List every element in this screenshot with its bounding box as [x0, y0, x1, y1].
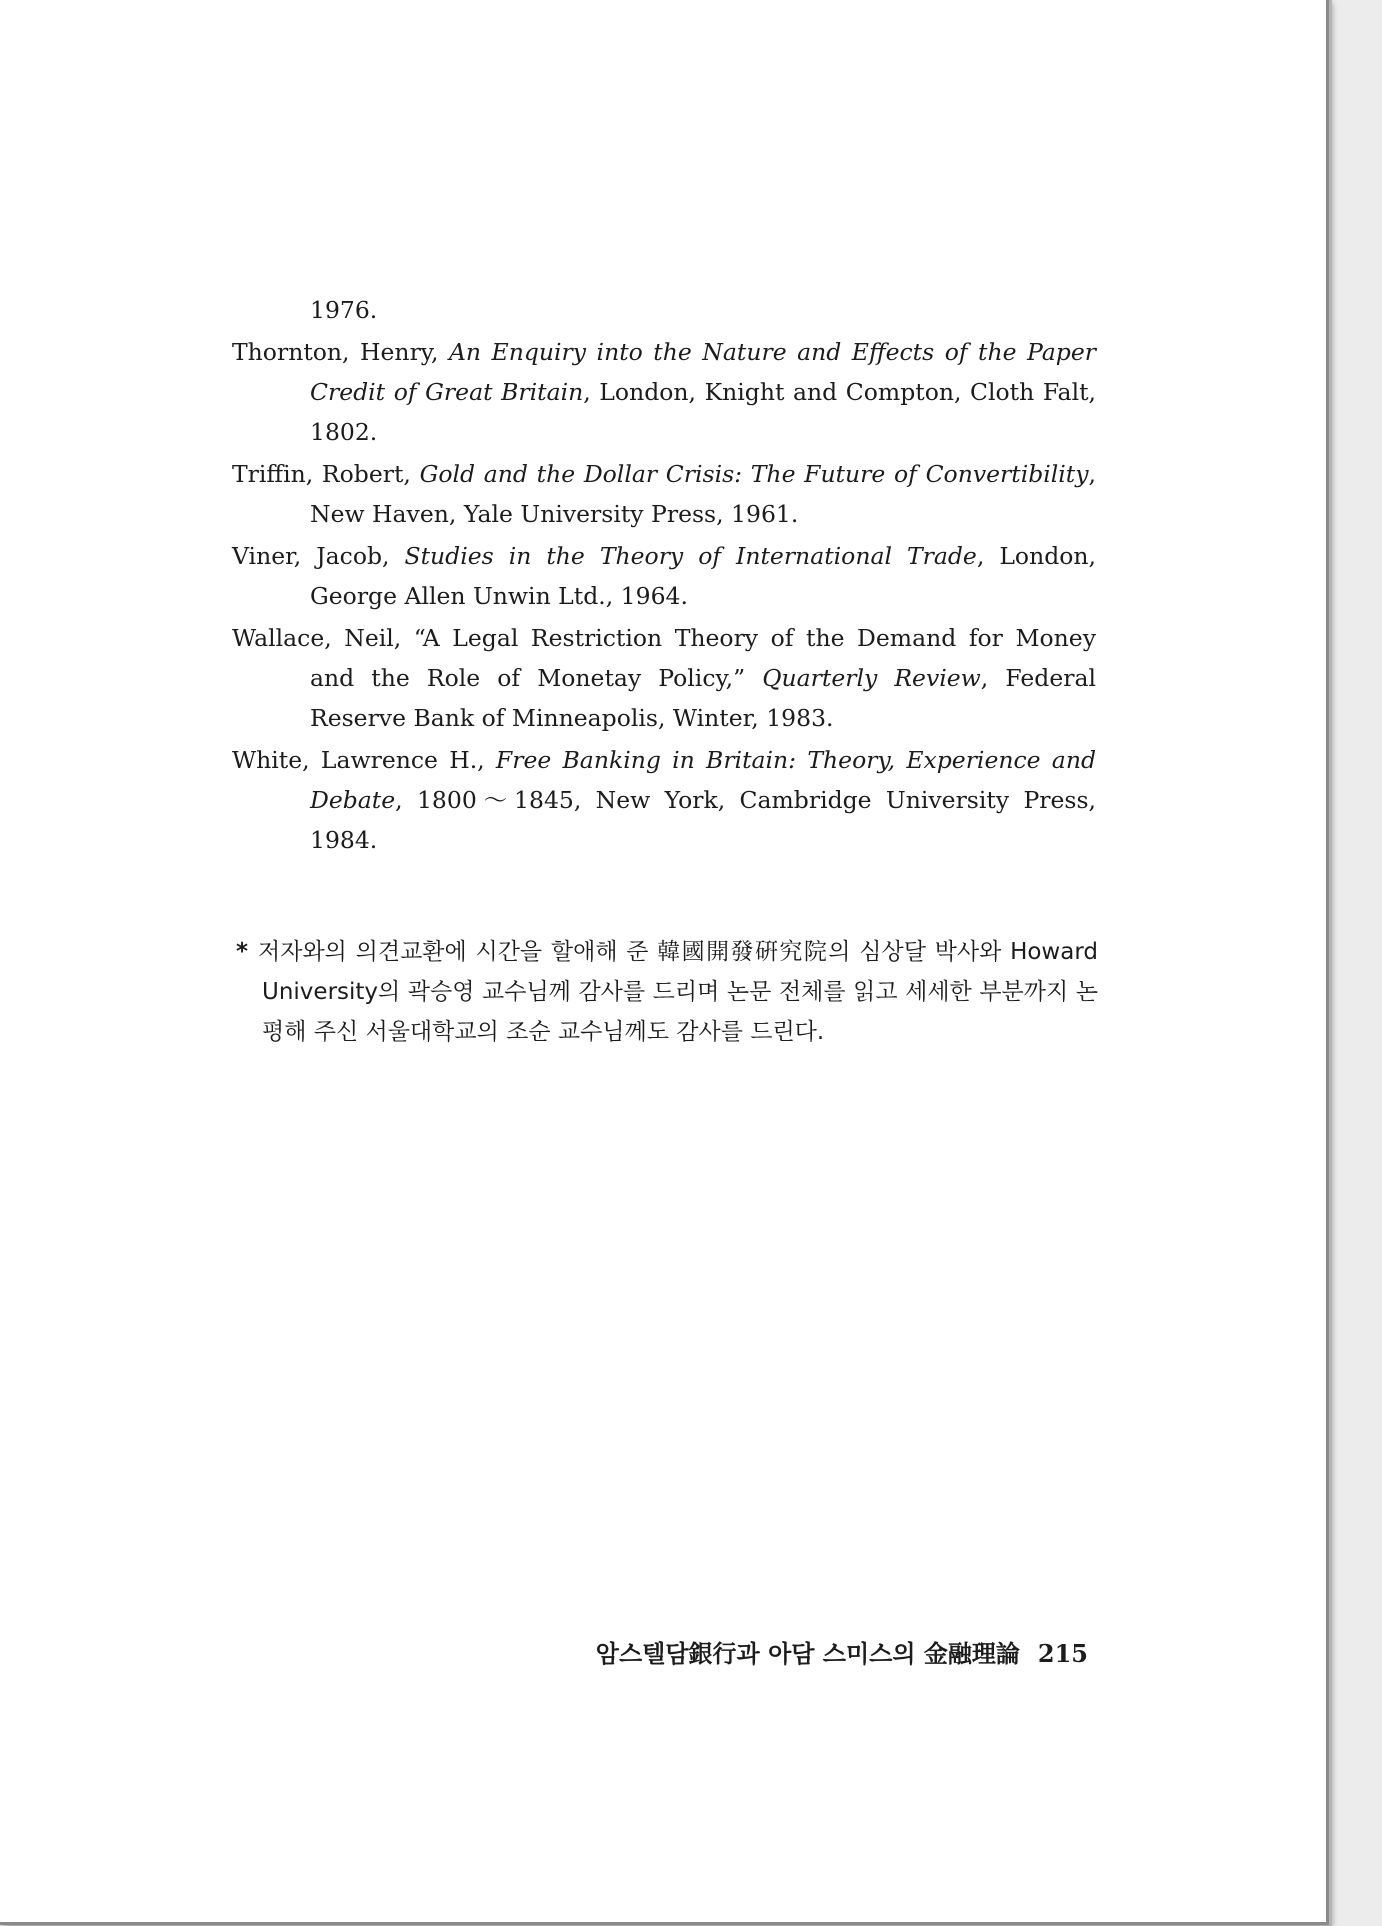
reference-author: Triffin, Robert, [232, 460, 420, 488]
reference-publication: , New Haven, Yale University Press, 1961. [310, 460, 1096, 528]
page-edge-shadow [1329, 0, 1332, 1926]
footnote-mark: * [236, 939, 249, 965]
reference-author: Viner, Jacob, [232, 542, 405, 570]
reference-entry-wallace [232, 618, 1096, 738]
reference-list [232, 290, 1096, 862]
reference-publication: , London, Knight and Compton, Cloth Falt, 1802. [310, 378, 1096, 446]
reference-publication: , 1800～1845, New York, Cambridge University Press, 1984. [310, 786, 1096, 854]
footnote-body [236, 932, 1098, 1052]
reference-publication: , Federal Reserve Bank of Minneapolis, Winter, 1983. [310, 664, 1096, 732]
reference-title: Quarterly Review [762, 664, 981, 692]
reference-publication: , London, George Allen Unwin Ltd., 1964. [310, 542, 1096, 610]
reference-title: An Enquiry into the Nature and Effects of the Paper Credit of Great Britain [310, 338, 1096, 406]
footnote-text: 저자와의 의견교환에 시간을 할애해 준 韓國開發硏究院의 심상달 박사와 Howard University의 곽승영 교수님께 감사를 드리며 논문 전체를 읽고 세세한 부분까지 논평해 주신 서울대학교의 조순 교수님께도 감사를 드린다. [258, 939, 1098, 1045]
reference-entry-thornton [232, 332, 1096, 452]
reference-entry-viner [232, 536, 1096, 616]
running-footer [556, 1634, 1088, 1669]
reference-entry-white [232, 740, 1096, 860]
reference-author: White, Lawrence H., [232, 746, 496, 774]
reference-title: Studies in the Theory of International Trade [404, 542, 977, 570]
reference-title: Free Banking in Britain: Theory, Experience and Debate [310, 746, 1096, 814]
reference-entry-triffin [232, 454, 1096, 534]
reference-continuation-text: 1976. [310, 296, 378, 324]
reference-entry-continuation [232, 290, 1096, 330]
page-number: 215 [1037, 1639, 1088, 1668]
acknowledgement-footnote [236, 932, 1098, 1052]
reference-title: Gold and the Dollar Crisis: The Future of Convertibility [419, 460, 1089, 488]
running-title: 암스텔담銀行과 아담 스미스의 金融理論 [595, 1640, 1020, 1668]
reference-author: Thornton, Henry, [232, 338, 449, 366]
reference-author: Wallace, Neil, “A Legal Restriction Theory of the Demand for Money and the Role of Monetay Policy,” [232, 624, 1096, 692]
